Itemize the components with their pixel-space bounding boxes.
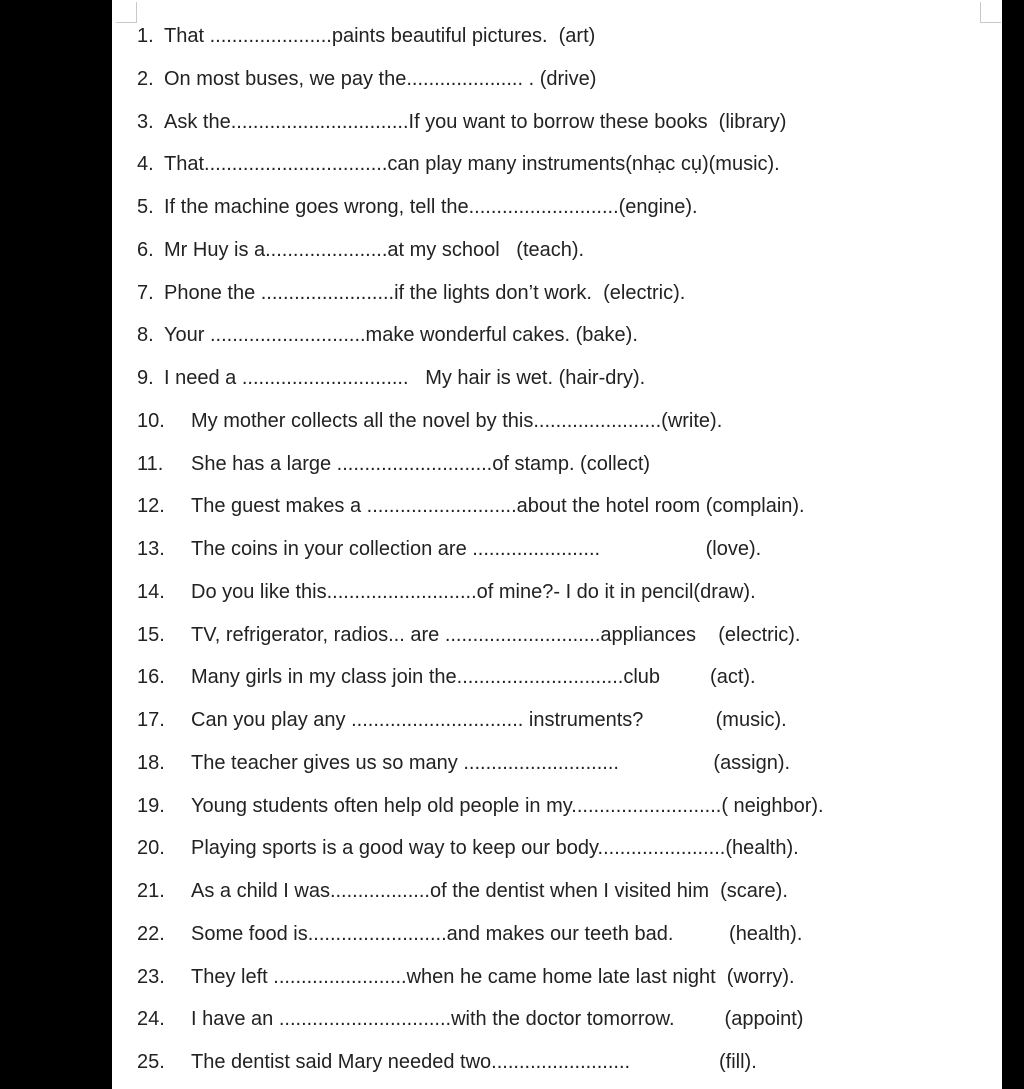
exercise-number: 11.	[137, 452, 164, 475]
exercise-item	[112, 272, 1002, 315]
exercise-item	[112, 998, 1002, 1041]
exercise-item	[112, 357, 1002, 400]
exercise-number: 8.	[137, 324, 154, 347]
exercise-number: 23.	[137, 965, 165, 988]
exercise-sentence: As a child I was..................of the dentist when I visited him (scare).	[191, 880, 788, 902]
exercise-number: 12.	[137, 495, 165, 518]
exercise-item	[112, 101, 1002, 144]
exercise-item	[112, 528, 1002, 571]
exercise-sentence: I have an ...............................with the doctor tomorrow. (appoint)	[191, 1008, 804, 1031]
exercise-item	[112, 314, 1002, 357]
exercise-number: 13.	[137, 538, 165, 560]
exercise-number: 17.	[137, 709, 165, 731]
exercise-sentence: That.................................can play many instruments(nhạc cụ)(music).	[164, 153, 780, 176]
exercise-sentence: My mother collects all the novel by this.......................(write).	[191, 409, 723, 432]
exercise-number: 14.	[137, 580, 165, 603]
exercise-item	[112, 186, 1002, 229]
exercise-item	[112, 913, 1002, 956]
exercise-list	[112, 15, 1002, 1084]
exercise-sentence: Many girls in my class join the..............................club (act).	[191, 666, 756, 689]
exercise-sentence: The dentist said Mary needed two......................... (fill).	[191, 1051, 757, 1073]
exercise-sentence: The guest makes a ...........................about the hotel room (complain).	[191, 495, 805, 518]
exercise-sentence: TV, refrigerator, radios... are ............................appliances (electric).	[191, 623, 801, 646]
exercise-item	[112, 656, 1002, 699]
exercise-number: 5.	[137, 196, 154, 218]
exercise-sentence: The coins in your collection are ....................... (love).	[191, 538, 762, 560]
exercise-sentence: The teacher gives us so many ............................ (assign).	[191, 751, 791, 774]
exercise-item	[112, 956, 1002, 999]
exercise-sentence: Do you like this...........................of mine?- I do it in pencil(draw).	[191, 580, 756, 603]
exercise-item	[112, 785, 1002, 828]
exercise-number: 3.	[137, 110, 154, 133]
exercise-number: 7.	[137, 281, 154, 304]
exercise-sentence: Can you play any ............................... instruments? (music).	[191, 709, 787, 731]
exercise-item	[112, 485, 1002, 528]
exercise-sentence: They left ........................when he came home late last night (worry).	[191, 965, 795, 988]
exercise-sentence: She has a large ............................of stamp. (collect)	[191, 452, 651, 475]
exercise-sentence: Phone the ........................if the lights don’t work. (electric).	[164, 281, 686, 304]
exercise-number: 19.	[137, 794, 165, 817]
exercise-item	[112, 443, 1002, 486]
exercise-number: 6.	[137, 238, 154, 261]
exercise-number: 18.	[137, 751, 165, 774]
exercise-number: 9.	[137, 367, 154, 389]
exercise-number: 10.	[137, 409, 165, 432]
exercise-item	[112, 229, 1002, 272]
exercise-item	[112, 15, 1002, 58]
exercise-number: 24.	[137, 1008, 165, 1031]
exercise-number: 4.	[137, 153, 154, 176]
exercise-item	[112, 699, 1002, 742]
exercise-item	[112, 571, 1002, 614]
exercise-item	[112, 1041, 1002, 1084]
exercise-item	[112, 614, 1002, 657]
exercise-sentence: That ......................paints beautiful pictures. (art)	[164, 25, 596, 47]
exercise-sentence: On most buses, we pay the..................... . (drive)	[164, 67, 597, 90]
exercise-number: 1.	[137, 25, 154, 47]
exercise-sentence: Young students often help old people in my...........................( neighbor).	[191, 794, 824, 817]
exercise-sentence: Playing sports is a good way to keep our body.......................(health).	[191, 837, 799, 860]
exercise-sentence: If the machine goes wrong, tell the...........................(engine).	[164, 196, 698, 218]
exercise-sentence: Ask the................................If you want to borrow these books (library)	[164, 110, 787, 133]
exercise-sentence: Some food is.........................and makes our teeth bad. (health).	[191, 922, 803, 945]
exercise-number: 2.	[137, 67, 154, 90]
exercise-number: 22.	[137, 922, 165, 945]
document-page	[112, 0, 1002, 1089]
exercise-number: 16.	[137, 666, 165, 689]
exercise-number: 21.	[137, 880, 165, 902]
exercise-item	[112, 827, 1002, 870]
exercise-sentence: I need a .............................. My hair is wet. (hair-dry).	[164, 367, 646, 389]
exercise-number: 15.	[137, 623, 165, 646]
exercise-sentence: Your ............................make wonderful cakes. (bake).	[164, 324, 638, 347]
exercise-item	[112, 143, 1002, 186]
exercise-item	[112, 870, 1002, 913]
exercise-number: 20.	[137, 837, 165, 860]
exercise-item	[112, 742, 1002, 785]
exercise-item	[112, 400, 1002, 443]
exercise-item	[112, 58, 1002, 101]
exercise-number: 25.	[137, 1051, 165, 1073]
exercise-sentence: Mr Huy is a......................at my school (teach).	[164, 238, 585, 261]
